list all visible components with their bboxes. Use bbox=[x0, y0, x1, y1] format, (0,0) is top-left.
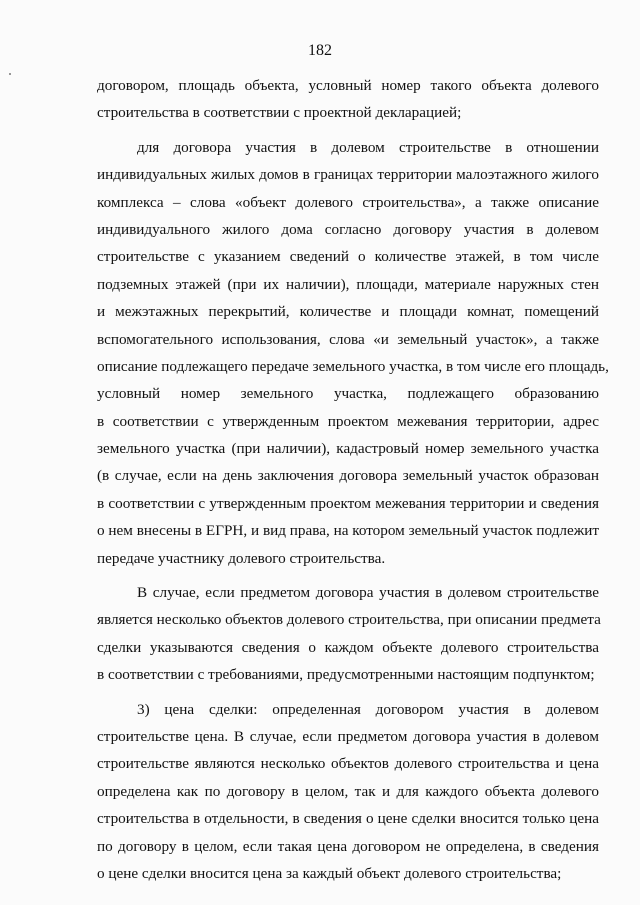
text-line: является несколько объектов долевого строительства, при описании предмета bbox=[97, 611, 601, 629]
paragraph bbox=[97, 134, 609, 572]
scan-speck bbox=[9, 73, 11, 75]
text-line: сделки указываются сведения о каждом объекте долевого строительства bbox=[97, 638, 599, 656]
text-line: 3) цена сделки: определенная договором участия в долевом bbox=[137, 700, 599, 718]
text-line: В случае, если предметом договора участия в долевом строительстве bbox=[137, 584, 599, 602]
text-line: строительстве с указанием сведений о количестве этажей, в том числе bbox=[97, 248, 599, 266]
text-line: индивидуальных жилых домов в границах территории малоэтажного жилого bbox=[97, 166, 599, 184]
text-line: строительства в соответствии с проектной декларацией; bbox=[97, 104, 462, 122]
text-line: договором, площадь объекта, условный номер такого объекта долевого bbox=[97, 77, 599, 94]
text-line: описание подлежащего передаче земельного участка, в том числе его площадь, bbox=[97, 357, 609, 375]
text-line: о нем внесены в ЕГРН, и вид права, на котором земельный участок подлежит bbox=[97, 522, 599, 540]
text-line: для договора участия в долевом строительстве в отношении bbox=[137, 138, 599, 156]
text-line: земельного участка (при наличии), кадастровый номер земельного участка bbox=[97, 440, 599, 458]
text-line: строительстве цена. В случае, если предметом договора участия в долевом bbox=[97, 727, 599, 745]
text-line: по договору в целом, если такая цена договором не определена, в сведения bbox=[97, 837, 599, 855]
text-line: и межэтажных перекрытий, количестве и площади комнат, помещений bbox=[97, 303, 599, 321]
text-line: условный номер земельного участка, подлежащего образованию bbox=[97, 385, 599, 403]
text-line: индивидуального жилого дома согласно договору участия в долевом bbox=[97, 220, 599, 238]
paragraph bbox=[97, 579, 599, 689]
paragraph bbox=[97, 72, 599, 127]
text-line: подземных этажей (при их наличии), площади, материале наружных стен bbox=[97, 275, 599, 293]
text-line: в соответствии с утвержденным проектом межевания территории и сведения bbox=[97, 494, 599, 512]
paragraph bbox=[97, 696, 599, 888]
text-line: строительства в отдельности, в сведения о цене сделки вносится только цена bbox=[97, 810, 599, 828]
text-line: (в случае, если на день заключения договора земельный участок образован bbox=[97, 467, 599, 485]
text-line: передаче участнику долевого строительства. bbox=[97, 549, 386, 567]
text-line: о цене сделки вносится цена за каждый объект долевого строительства; bbox=[97, 864, 562, 882]
paragraph-gap bbox=[97, 572, 599, 579]
document-body bbox=[97, 72, 609, 887]
text-line: комплекса – слова «объект долевого строительства», а также описание bbox=[97, 193, 599, 211]
paragraph-gap bbox=[97, 689, 599, 696]
page-number: 182 bbox=[308, 42, 332, 59]
text-line: в соответствии с утвержденным проектом межевания территории, адрес bbox=[97, 412, 599, 430]
text-line: определена как по договору в целом, так и для каждого объекта долевого bbox=[97, 782, 599, 800]
text-line: вспомогательного использования, слова «и земельный участок», а также bbox=[97, 330, 599, 348]
text-line: в соответствии с требованиями, предусмотренными настоящим подпунктом; bbox=[97, 666, 595, 684]
text-line: строительстве являются несколько объектов долевого строительства и цена bbox=[97, 755, 599, 773]
paragraph-gap bbox=[97, 127, 599, 134]
